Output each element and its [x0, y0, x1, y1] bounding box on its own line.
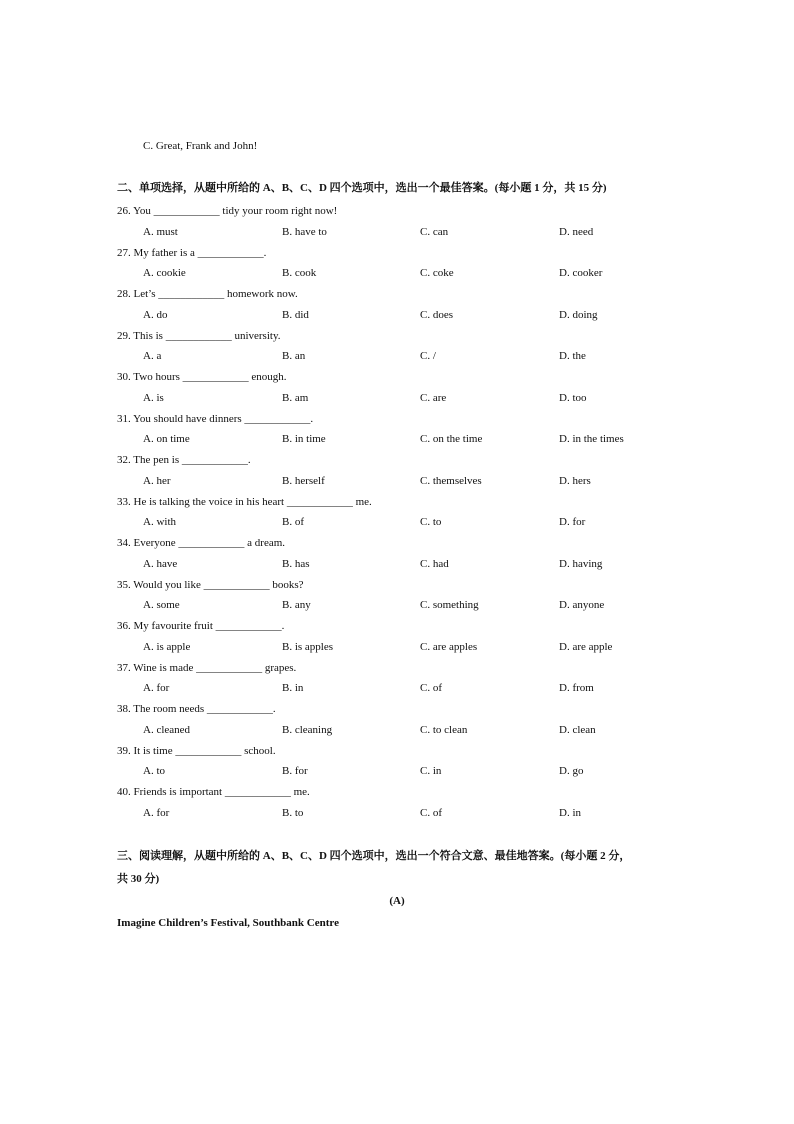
option-d: D. hers: [559, 474, 591, 487]
option-a: A. is apple: [143, 640, 191, 653]
option-d: D. anyone: [559, 599, 605, 611]
section2-header: 二、单项选择，从题中所给的 A、B、C、D 四个选项中，选出一个最佳答案。(每小题 1 分，共 15 分): [117, 182, 607, 194]
option-b: B. an: [282, 350, 306, 362]
option-b: B. in time: [282, 433, 326, 445]
option-b: B. of: [282, 516, 304, 528]
option-d: D. are apple: [559, 640, 613, 653]
option-row: [0, 598, 794, 612]
option-row: [0, 557, 794, 571]
option-b: B. for: [282, 765, 308, 777]
option-b: B. has: [282, 557, 310, 570]
option-row: [0, 806, 794, 820]
option-a: A. have: [143, 557, 178, 570]
option-b: B. did: [282, 308, 309, 321]
option-a: A. her: [143, 474, 171, 487]
option-b: B. am: [282, 391, 309, 404]
question-stem: 29. This is ____________ university.: [117, 329, 281, 342]
option-row: [0, 349, 794, 363]
question-stem: 27. My father is a ____________.: [117, 246, 267, 259]
option-row: [0, 681, 794, 695]
option-row: [0, 474, 794, 488]
option-c: C. of: [420, 682, 442, 694]
option-d: D. clean: [559, 723, 596, 736]
option-d: D. the: [559, 350, 586, 362]
option-d: D. doing: [559, 308, 598, 321]
option-c: C. on the time: [420, 433, 483, 445]
passage-title: Imagine Children’s Festival, Southbank Centre: [117, 917, 339, 929]
option-c: C. to clean: [420, 723, 468, 736]
section3-header-line2: 共 30 分): [117, 873, 160, 885]
option-c: C. are apples: [420, 640, 478, 653]
passage-label: (A): [389, 895, 405, 907]
option-d: D. go: [559, 765, 584, 777]
option-d: D. in the times: [559, 433, 624, 445]
option-a: A. cookie: [143, 267, 186, 279]
option-row: [0, 266, 794, 280]
option-d: D. for: [559, 516, 586, 528]
option-c: C. of: [420, 806, 442, 819]
option-a: A. a: [143, 350, 162, 362]
option-d: D. cooker: [559, 267, 603, 279]
option-d: D. in: [559, 806, 581, 819]
question-stem: 38. The room needs ____________.: [117, 703, 276, 715]
option-d: D. too: [559, 391, 587, 404]
option-b: B. any: [282, 599, 311, 611]
option-d: D. need: [559, 225, 594, 238]
option-a: A. cleaned: [143, 723, 191, 736]
option-c: C. in: [420, 765, 442, 777]
option-row: [0, 640, 794, 654]
question-stem: 28. Let’s ____________ homework now.: [117, 288, 298, 300]
option-row: [0, 764, 794, 778]
question-stem: 30. Two hours ____________ enough.: [117, 371, 287, 383]
option-a: A. for: [143, 682, 170, 694]
option-row: [0, 515, 794, 529]
option-c: C. can: [420, 225, 449, 238]
question-stem: 40. Friends is important ____________ me.: [117, 786, 310, 798]
option-row: [0, 432, 794, 446]
option-c: C. themselves: [420, 474, 482, 487]
option-a: A. must: [143, 225, 178, 238]
section3-header-line1: 三、阅读理解，从题中所给的 A、B、C、D 四个选项中，选出一个符合文意、最佳地答案。(每小题 2 分，: [117, 850, 631, 862]
question-stem: 36. My favourite fruit ____________.: [117, 620, 285, 632]
option-c: C. does: [420, 308, 453, 321]
question-stem: 26. You ____________ tidy your room right now!: [117, 205, 338, 217]
option-a: A. to: [143, 765, 165, 777]
question-stem: 32. The pen is ____________.: [117, 454, 251, 466]
question-stem: 37. Wine is made ____________ grapes.: [117, 661, 297, 674]
option-b: B. to: [282, 806, 304, 819]
option-row: [0, 308, 794, 322]
option-c: C. coke: [420, 267, 454, 279]
option-b: B. is apples: [282, 640, 334, 653]
option-b: B. have to: [282, 225, 327, 238]
option-c: C. had: [420, 557, 449, 570]
option-a: A. with: [143, 516, 176, 528]
top-option-line: C. Great, Frank and John!: [143, 140, 258, 152]
option-row: [0, 723, 794, 737]
option-b: B. cook: [282, 267, 317, 279]
question-stem: 39. It is time ____________ school.: [117, 744, 276, 757]
question-stem: 34. Everyone ____________ a dream.: [117, 537, 286, 549]
option-a: A. on time: [143, 433, 190, 445]
option-a: A. do: [143, 308, 168, 321]
option-a: A. for: [143, 806, 170, 819]
question-stem: 33. He is talking the voice in his heart ____________ me.: [117, 495, 372, 508]
option-b: B. cleaning: [282, 723, 333, 736]
option-a: A. is: [143, 391, 164, 404]
question-stem: 35. Would you like ____________ books?: [117, 578, 304, 591]
option-d: D. having: [559, 557, 603, 570]
option-d: D. from: [559, 682, 594, 694]
option-b: B. herself: [282, 474, 325, 487]
option-c: C. something: [420, 599, 479, 611]
question-stem: 31. You should have dinners ____________.: [117, 412, 314, 425]
option-c: C. to: [420, 516, 442, 528]
option-a: A. some: [143, 599, 180, 611]
option-row: [0, 225, 794, 239]
option-c: C. are: [420, 391, 447, 404]
option-row: [0, 391, 794, 405]
option-c: C. /: [420, 350, 436, 362]
option-b: B. in: [282, 682, 304, 694]
